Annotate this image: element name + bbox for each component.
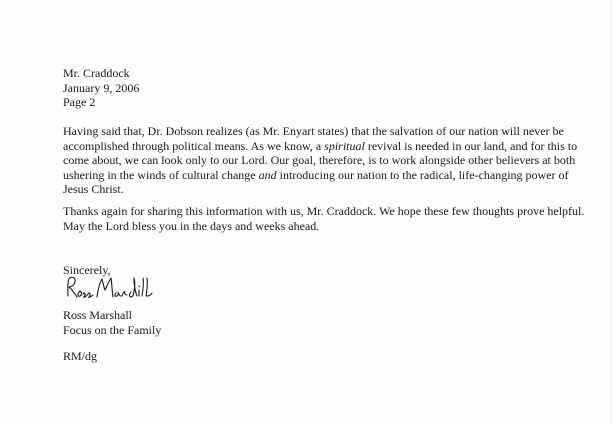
letter-header — [63, 66, 139, 110]
para1-segment: Having said that, Dr. Dobson realizes (as Mr. Enyart states) that the salvation of our nation will never be accomplished through political means. As we know, a — [63, 124, 564, 153]
handwritten-signature — [64, 274, 156, 302]
signer-organization: Focus on the Family — [63, 322, 162, 337]
para1-segment: revival is needed in our land, and for this to come about, we can look only to our Lord. Our goal, therefore, is to work alongside other believers at both ushering in the winds of cultural change — [63, 138, 578, 182]
typist-initials: RM/dg — [63, 349, 98, 363]
signer-name: Ross Marshall — [63, 308, 132, 322]
recipient-name: Mr. Craddock — [63, 66, 130, 80]
para1-emphasis-and: and — [258, 167, 277, 182]
closing-salutation: Sincerely, — [63, 263, 111, 277]
signature-block — [63, 308, 161, 337]
body-paragraph-1 — [63, 124, 595, 197]
body-paragraph-2: Thanks again for sharing this information with us, Mr. Craddock. We hope these few thoughts prove helpful. May the Lord bless you in the days and weeks ahead. — [63, 204, 585, 233]
letter-date: January 9, 2006 — [63, 80, 140, 95]
para1-segment: introducing our nation to the radical, life-changing power of Jesus Christ. — [63, 167, 569, 196]
para1-emphasis-spiritual: spiritual — [324, 138, 365, 153]
page-number: Page 2 — [63, 95, 96, 109]
